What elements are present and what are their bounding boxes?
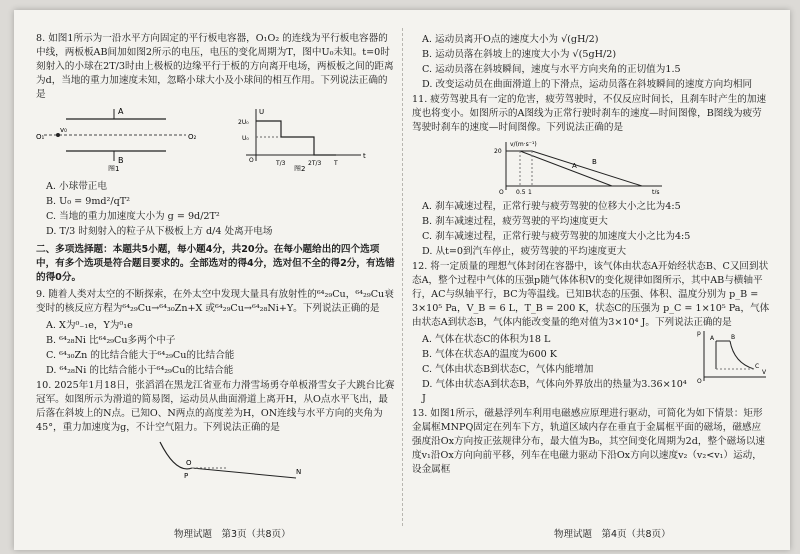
- q10-option-d: D. 改变运动员在曲面滑道上的下滑点，运动员落在斜坡瞬间的速度方向均相同: [422, 79, 753, 90]
- q9-option-c: C. ⁶⁴₃₀Zn 的比结合能大于⁶⁴₂₉Cu的比结合能: [46, 350, 235, 361]
- u-level-2u0: 2U₀: [238, 119, 249, 126]
- column-divider: [402, 28, 403, 526]
- q11-option-a: A. 刹车减速过程，正常行驶与疲劳驾驶的位移大小之比为4:5: [422, 201, 681, 212]
- q11-option-c: C. 刹车减速过程，正常行驶与疲劳驾驶的加速度大小之比为4:5: [422, 231, 691, 242]
- q12-option-c: C. 气体由状态B到状态C，气体内能增加: [422, 364, 594, 375]
- question-8-text: 8. 如图1所示为一沿水平方向固定的平行板电容器，O₁O₂ 的连线为平行板电容器的中线，两板板AB间加如图2所示的电压，电压的变化周期为T，图中U₀未知。t=0时刻射入的小球在2T/3时由上极板的边缘平行于板的方向离开电场，两板板之间的距离为d，当地的重力加速度未知，忽略小球大小及小球间的相互作用。下列说法正确的是: [36, 33, 394, 100]
- question-8-figures: [36, 105, 396, 176]
- q11-option-b: B. 刹车减速过程，疲劳驾驶的平均速度更大: [422, 216, 608, 227]
- section-heading: 二、多项选择题：本题共5小题，每小题4分，共20分。在每小题给出的四个选项中，有多个选项是符合题目要求的。全部选对的得4分，选对但不全的得2分，有选错的得0分。: [36, 244, 395, 283]
- u-axis-label: U: [259, 108, 265, 116]
- o1-label: O₁: [36, 133, 45, 141]
- q8-option-c: C. 当地的重力加速度大小为 g = 9d/2T²: [46, 211, 220, 222]
- u-level-u0: U₀: [242, 135, 249, 142]
- time-axis-label: t/s: [652, 189, 660, 194]
- line-a-label: A: [572, 162, 577, 170]
- question-10-diagram: [156, 438, 316, 482]
- question-12-text: 12. 将一定质量的理想气体封闭在容器中，该气体由状态A开始经状态B、C又回到状态A，整个过程中气体的压强p随气体体积V的变化规律如图所示，其中AB与横轴平行，AC与纵轴平行，BC为等温线。已知B状态的压强、体积、温度分别为 p_B = 3×10⁵ Pa，V_B = 6 L，T_B = 200 K，状态C的压强为 p_C = 1×10⁵ Pa，气体由状态A到状态B，气体内能改变量的绝对值为3×10⁴ J。下列说法正确的是: [412, 261, 770, 328]
- o2-label: O₂: [188, 133, 197, 141]
- velocity-axis-label: v/(m·s⁻¹): [510, 141, 537, 148]
- t-tick-1: 1: [528, 189, 532, 194]
- q10-option-c: C. 运动员落在斜坡瞬间，速度与水平方向夹角的正切值为1.5: [422, 64, 681, 75]
- question-10-text: 10. 2025年1月18日，张滔滔在黑龙江省亚布力滑雪场勇夺单板滑雪女子大跳台比赛冠军。如图所示为滑道的简易图，运动员从曲面滑道上离开H，从O点水平飞出，最后落在斜坡上的N点。已知O、N两点的高度差为H，ON连线与水平方向的夹角为45°，重力加速度为g，不计空气阻力。下列说法正确的是: [36, 380, 395, 433]
- q10-option-a: A. 运动员离开O点的速度大小为 √(gH/2): [422, 34, 599, 45]
- question-11-graph: [492, 138, 672, 194]
- q12-option-a: A. 气体在状态C的体积为18 L: [422, 334, 551, 345]
- question-12-graph: [694, 327, 770, 383]
- line-b-label: B: [592, 158, 597, 166]
- pv-origin: O: [697, 378, 702, 383]
- tick-t: T: [334, 160, 338, 167]
- left-column: [36, 32, 396, 522]
- figure-1-label: 图1: [108, 165, 120, 171]
- exam-sheet: [14, 10, 790, 550]
- t-tick-0-5: 0.5: [516, 189, 526, 194]
- question-8-diagram: [36, 105, 376, 171]
- q12-options-block: [412, 330, 770, 406]
- t-axis-label: t: [363, 152, 366, 160]
- state-b-label: B: [731, 334, 736, 341]
- q11-option-d: D. 从t=0到汽车停止，疲劳驾驶的平均速度更大: [422, 246, 627, 257]
- plate-a-label: A: [118, 107, 124, 116]
- v0-label: v₀: [60, 126, 67, 134]
- figure-2-label: 图2: [294, 165, 306, 171]
- q12-options: [412, 333, 692, 406]
- slope: [192, 468, 296, 478]
- q9-option-d: D. ⁶⁴₂₈Ni 的比结合能小于⁶⁴₂₉Cu的比结合能: [46, 365, 234, 376]
- page-footer-left: 物理试题 第3页（共8页）: [174, 529, 291, 540]
- voltage-curve: [256, 121, 336, 155]
- line-a: [506, 151, 612, 186]
- question-13-text: 13. 如图1所示，磁悬浮列车利用电磁感应原理进行驱动，可简化为如下情景：矩形金属框MNPQ固定在列车下方，轨道区域内存在垂直于金属框平面的磁场，磁感应强度沿Ox方向按正弦规律分布，最大值为B₀，其空间变化周期为2d，整个磁场以速度v₁沿Ox方向向前平移，列车在电磁力驱动下沿Ox方向以速度v₂（v₂<v₁）运动，设金属框: [412, 408, 766, 475]
- q8-option-b: B. U₀ = 9md²/qT²: [46, 196, 131, 207]
- q8-option-a: A. 小球带正电: [46, 181, 107, 192]
- isotherm-bc: [730, 341, 754, 369]
- q9-option-b: B. ⁶⁴₂₈Ni 比⁶⁴₂₉Cu多两个中子: [46, 335, 176, 346]
- tick-2t-third: 2T/3: [308, 160, 322, 167]
- state-c-label: C: [755, 363, 760, 370]
- q9-option-a: A. X为⁰₋₁e，Y为⁰₁e: [46, 320, 133, 331]
- v-axis-label: V: [762, 369, 767, 376]
- plate-b-label: B: [118, 156, 124, 165]
- point-n-label: N: [296, 468, 302, 476]
- p-axis-label: p: [697, 330, 701, 337]
- question-11-text: 11. 疲劳驾驶具有一定的危害，疲劳驾驶时，不仅反应时间长，且刹车时产生的加速度也将变小。如图所示的A图线为正常行驶时刹车的速度—时间图像，B图线为疲劳驾驶时刹车的速度—时间图像。下列说法正确的是: [412, 94, 767, 133]
- q8-option-d: D. T/3 时刻射入的粒子从下极板上方 d/4 处离开电场: [46, 226, 273, 237]
- graph-origin: O: [499, 189, 504, 194]
- point-o-label: O: [186, 459, 192, 467]
- q12-option-b: B. 气体在状态A的温度为600 K: [422, 349, 557, 360]
- q10-option-b: B. 运动员落在斜坡上的速度大小为 √(5gH/2): [422, 49, 617, 60]
- point-p-label: P: [184, 472, 189, 480]
- q12-option-d: D. 气体由状态A到状态B，气体向外界放出的热量为3.36×10⁴ J: [422, 379, 687, 404]
- question-9-text: 9. 随着人类对太空的不断探索，在外太空中发现大量具有放射性的⁶⁴₂₉Cu，⁶⁴₂₉Cu衰变时的核反应方程为⁶⁴₂₉Cu→⁶⁴₃₀Zn+X 或⁶⁴₂₉Cu→⁶⁴₂₈Ni+Y。下列说法正确的是: [36, 289, 394, 314]
- tick-t-third: T/3: [276, 160, 286, 167]
- right-column: [412, 32, 770, 522]
- state-a-label: A: [710, 335, 715, 342]
- origin-label: O: [249, 157, 254, 164]
- page-footer-right: 物理试题 第4页（共8页）: [554, 529, 671, 540]
- v-tick-20: 20: [494, 148, 502, 155]
